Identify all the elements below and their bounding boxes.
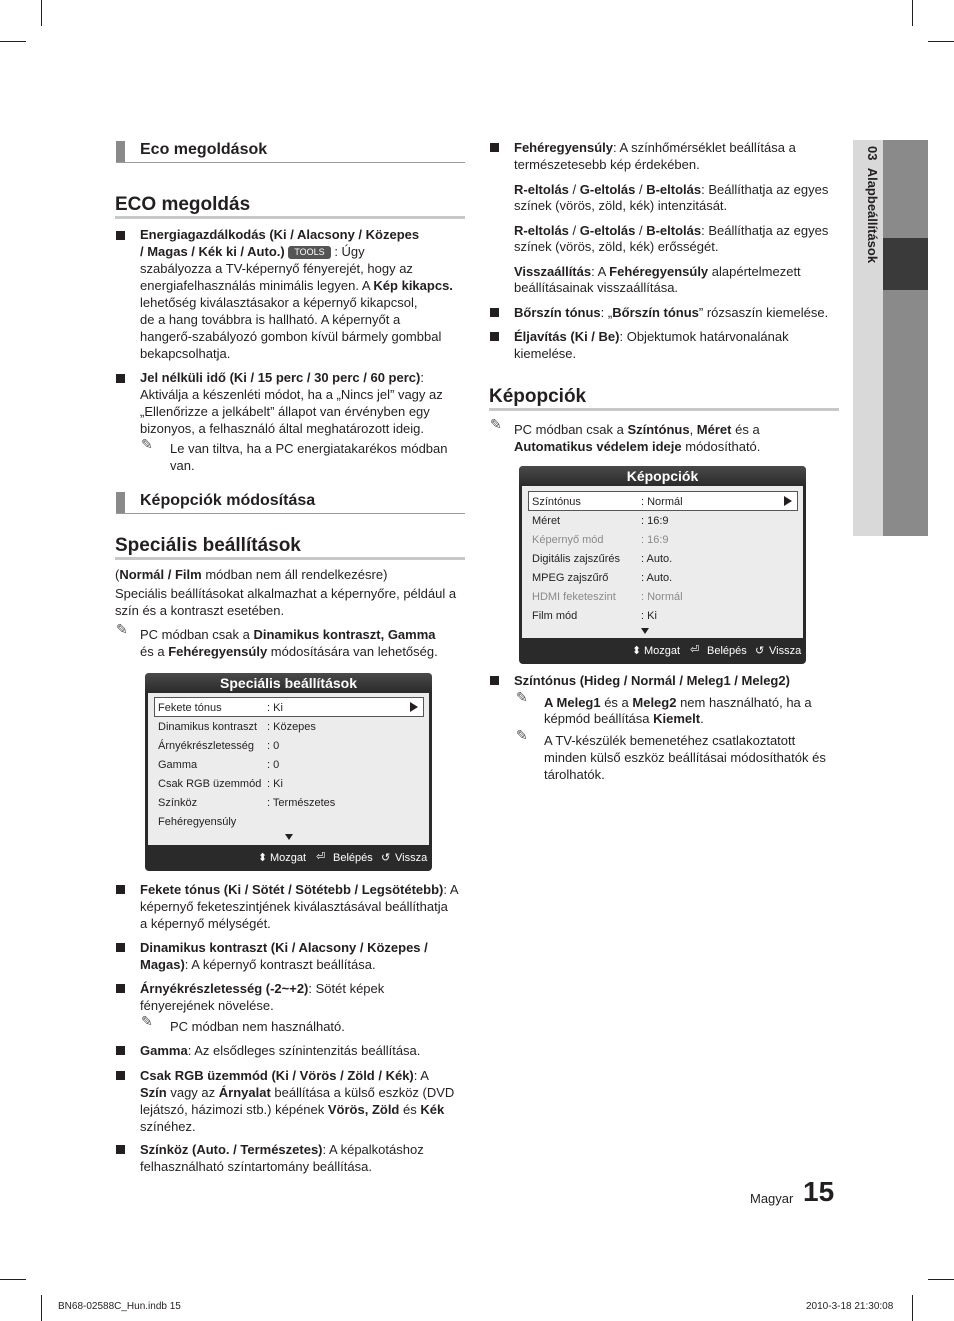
note-text: A TV-készülék bemenetéhez csatlakoztatott bbox=[544, 733, 796, 748]
text-line: Szín vagy az Árnyalat beállítása a külső eszköz (DVD bbox=[140, 1085, 455, 1100]
text-line: Magas): A képernyő kontraszt beállítása. bbox=[140, 957, 376, 972]
crop-mark bbox=[928, 41, 954, 42]
osd-row-label[interactable]: Képernyő mód bbox=[532, 534, 604, 546]
energy-saving-title: Energiagazdálkodás (Ki / Alacsony / Közepes bbox=[140, 227, 420, 242]
bullet bbox=[490, 332, 499, 341]
osd-row-label[interactable]: HDMI feketeszint bbox=[532, 591, 616, 603]
bullet bbox=[490, 308, 499, 317]
hint-move: Mozgat bbox=[270, 852, 307, 864]
arrow-down-icon bbox=[285, 834, 293, 840]
arrow-right-icon bbox=[784, 496, 792, 506]
note-icon: ✎ bbox=[516, 690, 528, 706]
note-text: Le van tiltva, ha a PC energiatakarékos módban bbox=[170, 441, 448, 456]
text-line: a képernyő mélységét. bbox=[140, 916, 271, 931]
note-icon: ✎ bbox=[116, 622, 128, 638]
updown-icon: ⬍ bbox=[258, 852, 268, 864]
bullet bbox=[116, 943, 125, 952]
osd-row-value: : 0 bbox=[267, 740, 280, 752]
color-space-title: Színköz (Auto. / Természetes): A képalkotáshoz bbox=[140, 1142, 424, 1157]
text-line: lehetőség kiválasztásakor a képernyő kikapcsol, bbox=[140, 295, 418, 310]
note-text: van. bbox=[170, 458, 195, 473]
text-line: Speciális beállításokat alkalmazhat a képernyőre, például a bbox=[115, 586, 457, 601]
hint-enter: Belépés bbox=[333, 852, 373, 864]
text-line: színek (vörös, zöld, kék) intenzitását. bbox=[514, 198, 728, 213]
return-icon: ↺ bbox=[755, 645, 765, 657]
text-line: de a hang továbbra is hallható. A képernyőt a bbox=[140, 312, 401, 327]
osd-footer bbox=[145, 845, 432, 871]
crop-mark bbox=[0, 41, 26, 42]
bullet bbox=[116, 984, 125, 993]
white-balance-title: Fehéregyensúly: A színhőmérséklet beállítása a bbox=[514, 140, 796, 155]
arrow-down-icon bbox=[641, 628, 649, 634]
heading-picture-options: Képopciók bbox=[489, 386, 587, 407]
no-signal-title: Jel nélküli idő (Ki / 15 perc / 30 perc / 60 perc): bbox=[140, 370, 424, 385]
page-number: 15 bbox=[803, 1176, 835, 1207]
note-text: képmód beállítása Kiemelt. bbox=[544, 711, 704, 726]
hint-back: Vissza bbox=[769, 645, 802, 657]
shadow-detail-title: Árnyékrészletesség (-2~+2): Sötét képek bbox=[140, 981, 385, 996]
text-line: bizonyos, a felhasználó által meghatározott ideig. bbox=[140, 421, 425, 436]
text-line: felhasználható színtartomány beállítása. bbox=[140, 1159, 372, 1174]
updown-icon: ⬍ bbox=[632, 645, 642, 657]
note-text: és a Fehéregyensúly módosítására van lehetőség. bbox=[140, 644, 438, 659]
note-text: Automatikus védelem ideje módosítható. bbox=[514, 439, 761, 454]
osd-row-label[interactable]: Film mód bbox=[532, 610, 578, 622]
black-tone-title: Fekete tónus (Ki / Sötét / Sötétebb / Legsötétebb): A bbox=[140, 882, 459, 897]
gain-line: R-eltolás / G-eltolás / B-eltolás: Beállíthatja az egyes bbox=[514, 223, 829, 238]
note-text: tárolhatók. bbox=[544, 767, 605, 782]
osd-row-label[interactable]: Digitális zajszűrés bbox=[532, 553, 621, 565]
hint-enter: Belépés bbox=[707, 645, 747, 657]
bullet bbox=[490, 143, 499, 152]
bullet bbox=[116, 1046, 125, 1055]
osd-row-value: : Auto. bbox=[641, 553, 673, 565]
osd-row-value: : Normál bbox=[641, 496, 683, 508]
osd-row-value: : 16:9 bbox=[641, 515, 669, 527]
tools-icon: TOOLS bbox=[288, 246, 330, 259]
special-intro-1: (Normál / Film módban nem áll rendelkezésre) bbox=[115, 567, 388, 582]
arrow-right-icon bbox=[410, 702, 418, 712]
text-line: Aktiválja a készenléti módot, ha a „Nincs jel” vagy az bbox=[140, 387, 443, 402]
bullet bbox=[116, 1071, 125, 1080]
heading-underline bbox=[115, 557, 465, 560]
hint-move: Mozgat bbox=[644, 645, 681, 657]
section-marker bbox=[116, 492, 125, 513]
text-line: színéhez. bbox=[140, 1119, 196, 1134]
note-icon: ✎ bbox=[141, 1014, 153, 1030]
crop-mark bbox=[0, 1279, 26, 1280]
text-line: színek (vörös, zöld, kék) erősségét. bbox=[514, 239, 719, 254]
crop-mark bbox=[912, 1295, 913, 1321]
text-line: „Ellenőrizze a jelkábelt” állapot van érvényben egy bbox=[140, 404, 430, 419]
bullet bbox=[116, 231, 125, 240]
text-line: képernyő feketeszintjének kiválasztásával beállíthatja bbox=[140, 899, 448, 914]
color-tone-title: Színtónus (Hideg / Normál / Meleg1 / Meleg2) bbox=[514, 673, 790, 688]
osd-row-label[interactable]: Fehéregyensúly bbox=[158, 816, 237, 828]
note-icon: ✎ bbox=[490, 417, 502, 433]
osd-row-value: : Ki bbox=[641, 610, 657, 622]
text-line: bekapcsolhatja. bbox=[140, 346, 231, 361]
note-text: minden külső eszköz beállításai módosíthatók és bbox=[544, 750, 826, 765]
bullet bbox=[490, 676, 499, 685]
bullet bbox=[116, 1145, 125, 1154]
osd-row-value: : 0 bbox=[267, 759, 280, 771]
note-text: PC módban csak a Színtónus, Méret és a bbox=[514, 422, 760, 437]
note-text: PC módban csak a Dinamikus kontraszt, Gamma bbox=[140, 627, 436, 642]
osd-special-settings bbox=[145, 673, 432, 871]
text-line: hangerő-szabályozó gombon kívül bármely gombbal bbox=[140, 329, 442, 344]
chapter-tab-band bbox=[883, 140, 928, 536]
bullet bbox=[116, 374, 125, 383]
osd-row-label[interactable]: Méret bbox=[532, 515, 561, 527]
print-date: 2010-3-18 21:30:08 bbox=[806, 1301, 894, 1312]
divider bbox=[116, 162, 465, 163]
gamma-item: Gamma: Az elsődleges színintenzitás beállítása. bbox=[140, 1043, 421, 1058]
osd-title: Képopciók bbox=[519, 466, 806, 486]
text-line: kiemelése. bbox=[514, 346, 577, 361]
osd-footer bbox=[519, 638, 806, 664]
text-line: természetesebb kép érdekében. bbox=[514, 157, 700, 172]
crop-mark bbox=[912, 0, 913, 26]
heading-underline bbox=[115, 216, 465, 219]
reset-line: Visszaállítás: A Fehéregyensúly alapértelmezett bbox=[514, 264, 801, 279]
heading-eco: ECO megoldás bbox=[115, 194, 251, 215]
osd-row-value: : 16:9 bbox=[641, 534, 669, 546]
text-line: lejátszó, házimozi stb.) képének Vörös, Zöld és Kék bbox=[140, 1102, 445, 1117]
rgb-mode-title: Csak RGB üzemmód (Ki / Vörös / Zöld / Kék): A bbox=[140, 1068, 429, 1083]
note-text: A Meleg1 és a Meleg2 nem használható, ha a bbox=[544, 695, 812, 710]
osd-row-label[interactable]: Árnyékrészletesség bbox=[158, 740, 254, 752]
offset-line: R-eltolás / G-eltolás / B-eltolás: Beállíthatja az egyes bbox=[514, 182, 829, 197]
crop-mark bbox=[41, 1295, 42, 1321]
section-marker bbox=[116, 141, 125, 162]
osd-row-label[interactable]: Színtónus bbox=[532, 496, 581, 508]
osd-row-value: : Auto. bbox=[641, 572, 673, 584]
section-title-picture: Képopciók módosítása bbox=[140, 492, 316, 509]
text-line: beállításainak visszaállítása. bbox=[514, 280, 679, 295]
skin-tone-item: Bőrszín tónus: „Bőrszín tónus” rózsaszín kiemelése. bbox=[514, 305, 829, 320]
text-line: fényerejének növelése. bbox=[140, 998, 274, 1013]
bullet bbox=[116, 885, 125, 894]
osd-row-value: : Természetes bbox=[267, 797, 336, 809]
text-line: energiafelhasználás minimális legyen. A Kép kikapcs. bbox=[140, 278, 453, 293]
enter-icon: ⏎ bbox=[316, 851, 326, 863]
crop-mark bbox=[928, 1279, 954, 1280]
osd-row-value: : Normál bbox=[641, 591, 683, 603]
osd-row-value: : Ki bbox=[267, 702, 283, 714]
dynamic-contrast-title: Dinamikus kontraszt (Ki / Alacsony / Közepes / bbox=[140, 940, 428, 955]
osd-row-label[interactable]: Dinamikus kontraszt bbox=[158, 721, 258, 733]
chapter-tab-label: 03 Alapbeállítások bbox=[865, 146, 880, 264]
text-line: szín és a kontraszt esetében. bbox=[115, 603, 285, 618]
osd-row-label[interactable]: Fekete tónus bbox=[158, 702, 222, 714]
osd-picture-options bbox=[519, 466, 806, 664]
heading-underline bbox=[489, 408, 839, 411]
osd-row-value: : Ki bbox=[267, 778, 283, 790]
crop-mark bbox=[41, 0, 42, 26]
section-title-eco: Eco megoldások bbox=[140, 141, 268, 158]
chapter-tab-marker bbox=[883, 238, 928, 290]
osd-row-label[interactable]: Színköz bbox=[158, 797, 198, 809]
footer-language: Magyar bbox=[750, 1191, 794, 1206]
print-filename: BN68-02588C_Hun.indb 15 bbox=[58, 1301, 181, 1312]
osd-row-label[interactable]: MPEG zajszűrő bbox=[532, 572, 609, 584]
edge-enhance-item: Éljavítás (Ki / Be): Objektumok határvonalának bbox=[514, 329, 789, 344]
energy-saving-line2: / Magas / Kék ki / Auto.) TOOLS : Úgy bbox=[140, 244, 365, 259]
heading-special: Speciális beállítások bbox=[115, 535, 301, 556]
hint-back: Vissza bbox=[395, 852, 428, 864]
osd-row-label[interactable]: Gamma bbox=[158, 759, 198, 771]
osd-title: Speciális beállítások bbox=[145, 673, 432, 693]
osd-row-label[interactable]: Csak RGB üzemmód bbox=[158, 778, 262, 790]
text-line: szabályozza a TV-képernyő fényerejét, hogy az bbox=[140, 261, 413, 276]
divider bbox=[116, 513, 465, 514]
return-icon: ↺ bbox=[381, 852, 391, 864]
note-icon: ✎ bbox=[516, 728, 528, 744]
enter-icon: ⏎ bbox=[690, 644, 700, 656]
note-text: PC módban nem használható. bbox=[170, 1019, 345, 1034]
osd-row-value: : Közepes bbox=[267, 721, 316, 733]
note-icon: ✎ bbox=[141, 437, 153, 453]
